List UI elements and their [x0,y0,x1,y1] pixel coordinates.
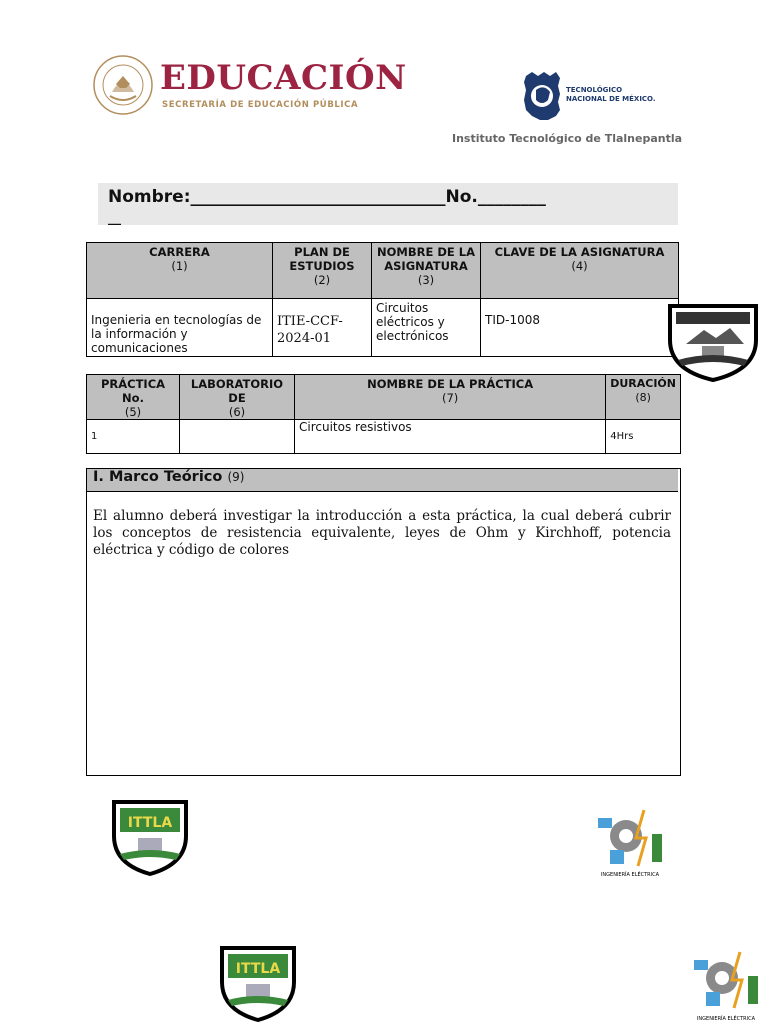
tecnm-gear-logo [522,70,562,122]
marco-teorico-body: El alumno deberá investigar la introducción a esta práctica, la cual deberá cubrir los conceptos de resistencia equivalente, leyes de Ohm y Kirchhoff, potencia eléctrica y código de colores [93,508,671,558]
itt-shield-text-1: ITTLA [127,815,173,831]
header-laboratorio: LABORATORIO DE (6) [180,375,295,420]
tecnm-name-line2: NACIONAL DE MÉXICO. [566,95,656,103]
edu-title: EDUCACIÓN [160,58,407,98]
header-nombre-practica: NOMBRE DE LA PRÁCTICA (7) [295,375,606,420]
course-info-table [86,242,679,357]
cell-plan-estudios: ITIE-CCF-2024-01 [273,299,372,357]
cell-practica-no: 1 [87,420,180,454]
cell-carrera: Ingenieria en tecnologías de la información y comunicaciones [87,299,273,357]
header-nombre-asignatura: NOMBRE DE LA ASIGNATURA (3) [372,243,481,299]
cell-clave: TID-1008 [481,299,679,357]
institute-name: Instituto Tecnológico de Tlalnepantla [452,132,683,145]
itt-shield-logo-bottom-left [110,798,190,878]
cell-laboratorio [180,420,295,454]
practice-info-table [86,374,681,454]
ingenieria-electrica-logo-right [590,798,672,880]
itt-shield-logo [664,300,762,384]
itt-shield-text-2: ITTLA [235,961,281,977]
tecnm-name [566,86,656,104]
header-practica: PRÁCTICA No. (5) [87,375,180,420]
marco-teorico-title: I. Marco Teórico (9) [93,469,245,485]
header-plan-estudios: PLAN DE ESTUDIOS (2) [273,243,372,299]
cell-duracion: 4Hrs [606,420,681,454]
cell-asignatura: Circuitos eléctricos y electrónicos [372,299,481,357]
ie-badge-text-1: INGENIERÍA ELÉCTRICA [600,872,660,878]
sep-seal-logo [92,54,154,116]
header-carrera: CARRERA (1) [87,243,273,299]
tecnm-name-line1: TECNOLÓGICO [566,86,623,94]
name-field-label: Nombre:______________________________No.________ [108,187,546,207]
ingenieria-electrica-logo-bottom-right [686,940,766,1024]
edu-subtitle: SECRETARÍA DE EDUCACIÓN PÚBLICA [162,100,359,110]
header-duracion: DURACIÓN (8) [606,375,681,420]
cell-nombre-practica: Circuitos resistivos [295,420,606,454]
itt-shield-logo-bottom-center [218,944,298,1024]
ie-badge-text-2: INGENIERÍA ELÉCTRICA [696,1016,756,1022]
name-field-label-line2: __ [108,211,121,226]
header-clave-asignatura: CLAVE DE LA ASIGNATURA (4) [481,243,679,299]
